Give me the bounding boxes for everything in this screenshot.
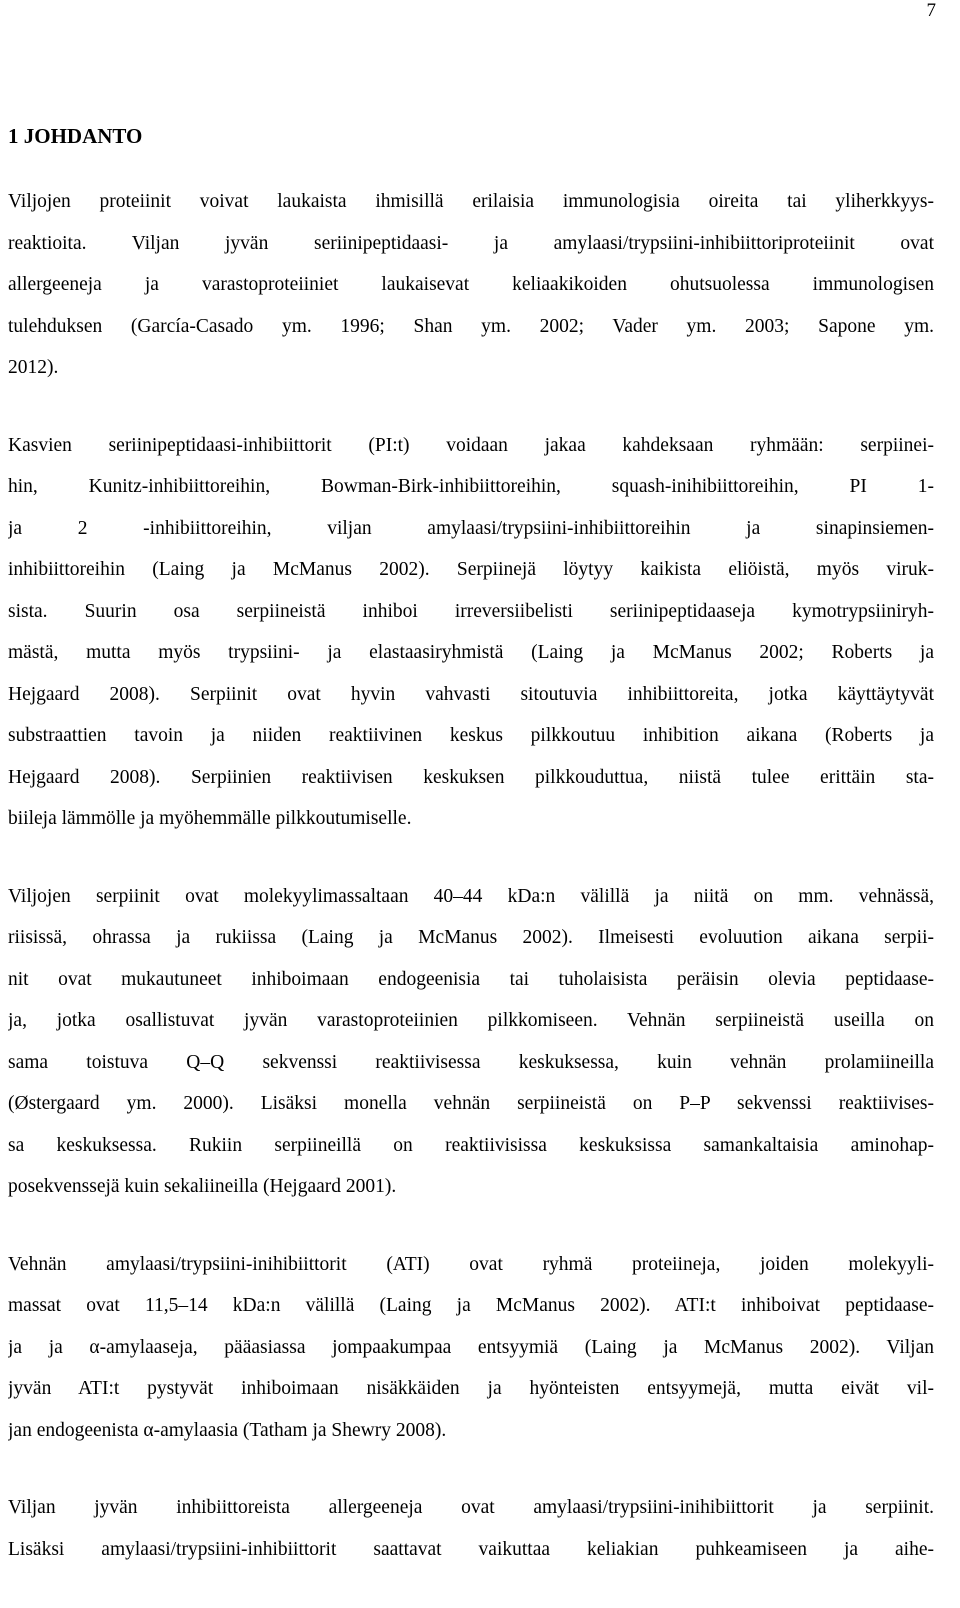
text-line: ja ja α-amylaaseja, pääasiassa jompaakumpaa entsyymiä (Laing ja McManus 2002). Viljan [8, 1336, 934, 1358]
text-line: substraattien tavoin ja niiden reaktiivinen keskus pilkkoutuu inhibition aikana (Roberts ja [8, 725, 934, 746]
section-heading: 1 JOHDANTO [8, 124, 143, 148]
text-line: 2012). [8, 357, 59, 378]
text-line: hin, Kunitz-inhibiittoreihin, Bowman-Birk-inhibiittoreihin, squash-inihibiittoreihin, PI 1- [8, 476, 934, 497]
text-line: Viljojen serpiinit ovat molekyylimassaltaan 40–44 kDa:n välillä ja niitä on mm. vehnässä, [8, 885, 934, 907]
text-line: reaktioita. Viljan jyvän seriinipeptidaasi- ja amylaasi/trypsiini-inhibiittoriproteiinit ovat [8, 232, 934, 254]
text-line: ja 2 -inhibiittoreihin, viljan amylaasi/trypsiini-inhibiittoreihin ja sinapinsiemen- [8, 517, 934, 539]
text-line: Hejgaard 2008). Serpiinien reaktiivisen keskuksen pilkkouduttua, niistä tulee erittäin sta- [8, 766, 934, 788]
text-line: massat ovat 11,5–14 kDa:n välillä (Laing ja McManus 2002). ATI:t inhiboivat peptidaase- [8, 1295, 934, 1316]
text-line: Lisäksi amylaasi/trypsiini-inhibiittorit saattavat vaikuttaa keliakian puhkeamiseen ja aihe- [8, 1538, 934, 1560]
text-line: jyvän ATI:t pystyvät inhiboimaan nisäkkäiden ja hyönteisten entsyymejä, mutta eivät vil- [8, 1378, 934, 1399]
text-line: mästä, mutta myös trypsiini- ja elastaasiryhmistä (Laing ja McManus 2002; Roberts ja [8, 642, 934, 663]
paragraph-5 [8, 1487, 934, 1570]
text-line: jan endogeenista α-amylaasia (Tatham ja Shewry 2008). [8, 1419, 447, 1441]
text-line: Hejgaard 2008). Serpiinit ovat hyvin vahvasti sitoutuvia inhibiittoreita, jotka käyttäytyvät [8, 683, 934, 705]
paragraph-3 [8, 876, 934, 1208]
paragraph-1 [8, 181, 934, 389]
text-line: (Østergaard ym. 2000). Lisäksi monella vehnän serpiineistä on P–P sekvenssi reaktiivises- [8, 1093, 934, 1114]
body-text [8, 181, 934, 1606]
paragraph-4 [8, 1244, 934, 1452]
paragraph-2 [8, 425, 934, 840]
page-number: 7 [926, 0, 936, 21]
text-line: riisissä, ohrassa ja rukiissa (Laing ja McManus 2002). Ilmeisesti evoluution aikana serpii- [8, 927, 934, 948]
text-line: Viljojen proteiinit voivat laukaista ihmisillä erilaisia immunologisia oireita tai yliherkkyys- [8, 191, 934, 212]
text-line: sista. Suurin osa serpiineistä inhiboi irreversiibelisti seriinipeptidaaseja kymotrypsiiniryh- [8, 600, 934, 622]
text-line: Viljan jyvän inhibiittoreista allergeeneja ovat amylaasi/trypsiini-inihibiittorit ja serpiinit. [8, 1497, 934, 1518]
text-line: sa keskuksessa. Rukiin serpiineillä on reaktiivisissa keskuksissa samankaltaisia aminohap- [8, 1134, 934, 1156]
text-line: posekvenssejä kuin sekaliineilla (Hejgaard 2001). [8, 1176, 397, 1197]
text-line: tulehduksen (García-Casado ym. 1996; Shan ym. 2002; Vader ym. 2003; Sapone ym. [8, 315, 934, 337]
text-line: allergeeneja ja varastoproteiiniet laukaisevat keliaakikoiden ohutsuolessa immunologisen [8, 274, 934, 295]
text-line: nit ovat mukautuneet inhiboimaan endogeenisia tai tuholaisista peräisin olevia peptidaase- [8, 968, 934, 990]
text-line: ja, jotka osallistuvat jyvän varastoproteiinien pilkkomiseen. Vehnän serpiineistä useilla on [8, 1010, 934, 1031]
text-line: sama toistuva Q–Q sekvenssi reaktiivisessa keskuksessa, kuin vehnän prolamiineilla [8, 1051, 934, 1073]
text-line: Vehnän amylaasi/trypsiini-inihibiittorit (ATI) ovat ryhmä proteiineja, joiden molekyyli- [8, 1253, 934, 1275]
text-line: inhibiittoreihin (Laing ja McManus 2002). Serpiinejä löytyy kaikista eliöistä, myös viruk- [8, 559, 934, 580]
text-line: Kasvien seriinipeptidaasi-inhibiittorit (PI:t) voidaan jakaa kahdeksaan ryhmään: serpiinei- [8, 434, 934, 456]
text-line: biileja lämmölle ja myöhemmälle pilkkoutumiselle. [8, 808, 412, 829]
